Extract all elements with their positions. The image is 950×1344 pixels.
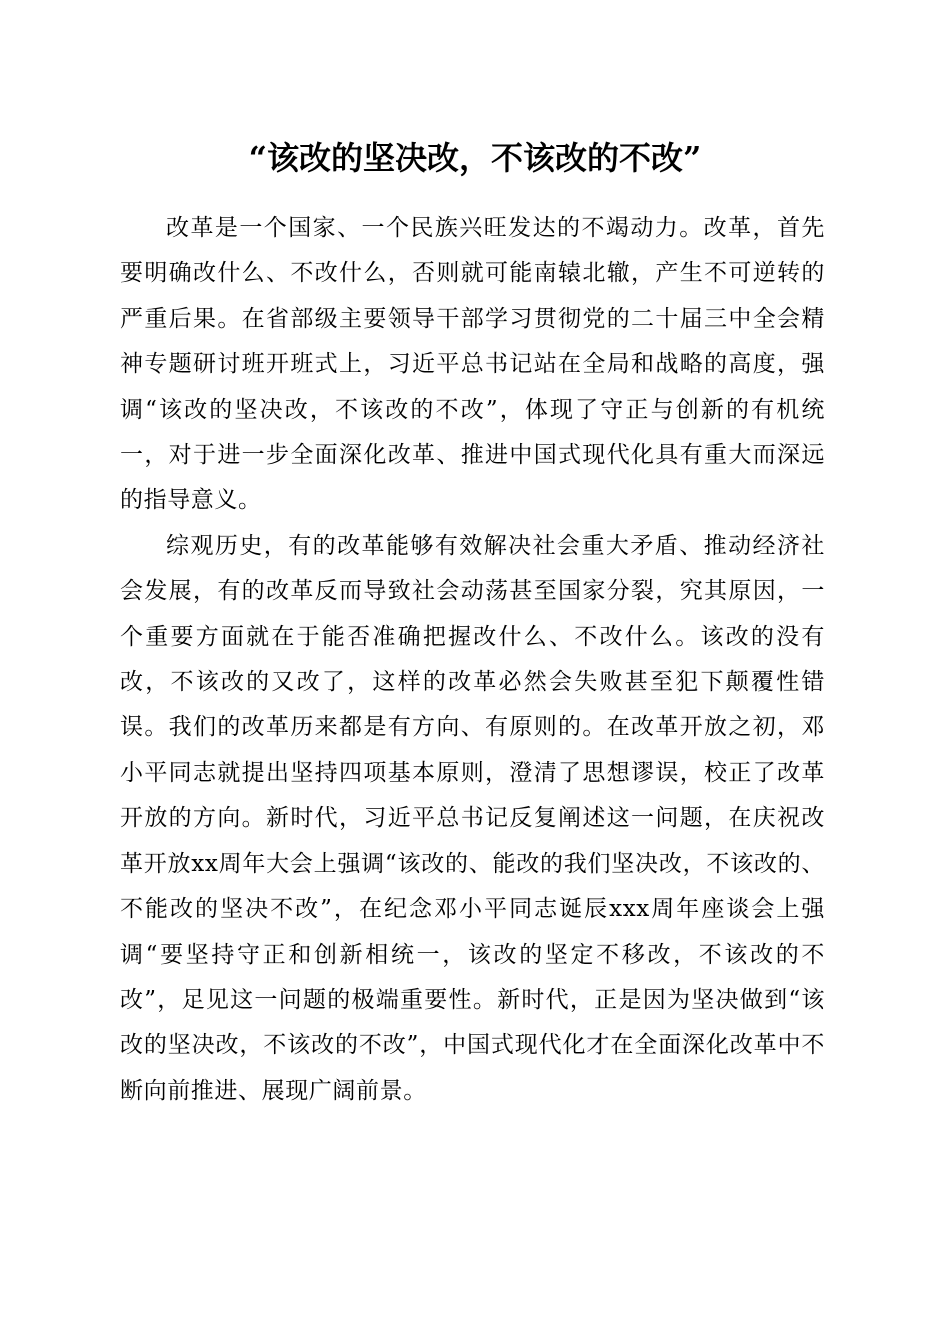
document-body	[120, 206, 825, 1114]
document-title: “该改的坚决改，不该改的不改”	[248, 139, 702, 177]
paragraph-1: 改革是一个国家、一个民族兴旺发达的不竭动力。改革，首先要明确改什么、不改什么，否则就可能南辕北辙，产生不可逆转的严重后果。在省部级主要领导干部学习贯彻党的二十届三中全会精神专题研讨班开班式上，习近平总书记站在全局和战略的高度，强调“该改的坚决改，不该改的不改”，体现了守正与创新的有机统一，对于进一步全面深化改革、推进中国式现代化具有重大而深远的指导意义。	[120, 215, 825, 514]
paragraph-2: 综观历史，有的改革能够有效解决社会重大矛盾、推动经济社会发展，有的改革反而导致社会动荡甚至国家分裂，究其原因，一个重要方面就在于能否准确把握改什么、不改什么。该改的没有改，不该改的又改了，这样的改革必然会失败甚至犯下颠覆性错误。我们的改革历来都是有方向、有原则的。在改革开放之初，邓小平同志就提出坚持四项基本原则，澄清了思想谬误，校正了改革开放的方向。新时代，习近平总书记反复阐述这一问题，在庆祝改革开放xx周年大会上强调“该改的、能改的我们坚决改，不该改的、不能改的坚决不改”，在纪念邓小平同志诞辰xxx周年座谈会上强调“要坚持守正和创新相统一，该改的坚定不移改，不该改的不改”，足见这一问题的极端重要性。新时代，正是因为坚决做到“该改的坚决改，不该改的不改”，中国式现代化才在全面深化改革中不断向前推进、展现广阔前景。	[120, 532, 825, 1104]
